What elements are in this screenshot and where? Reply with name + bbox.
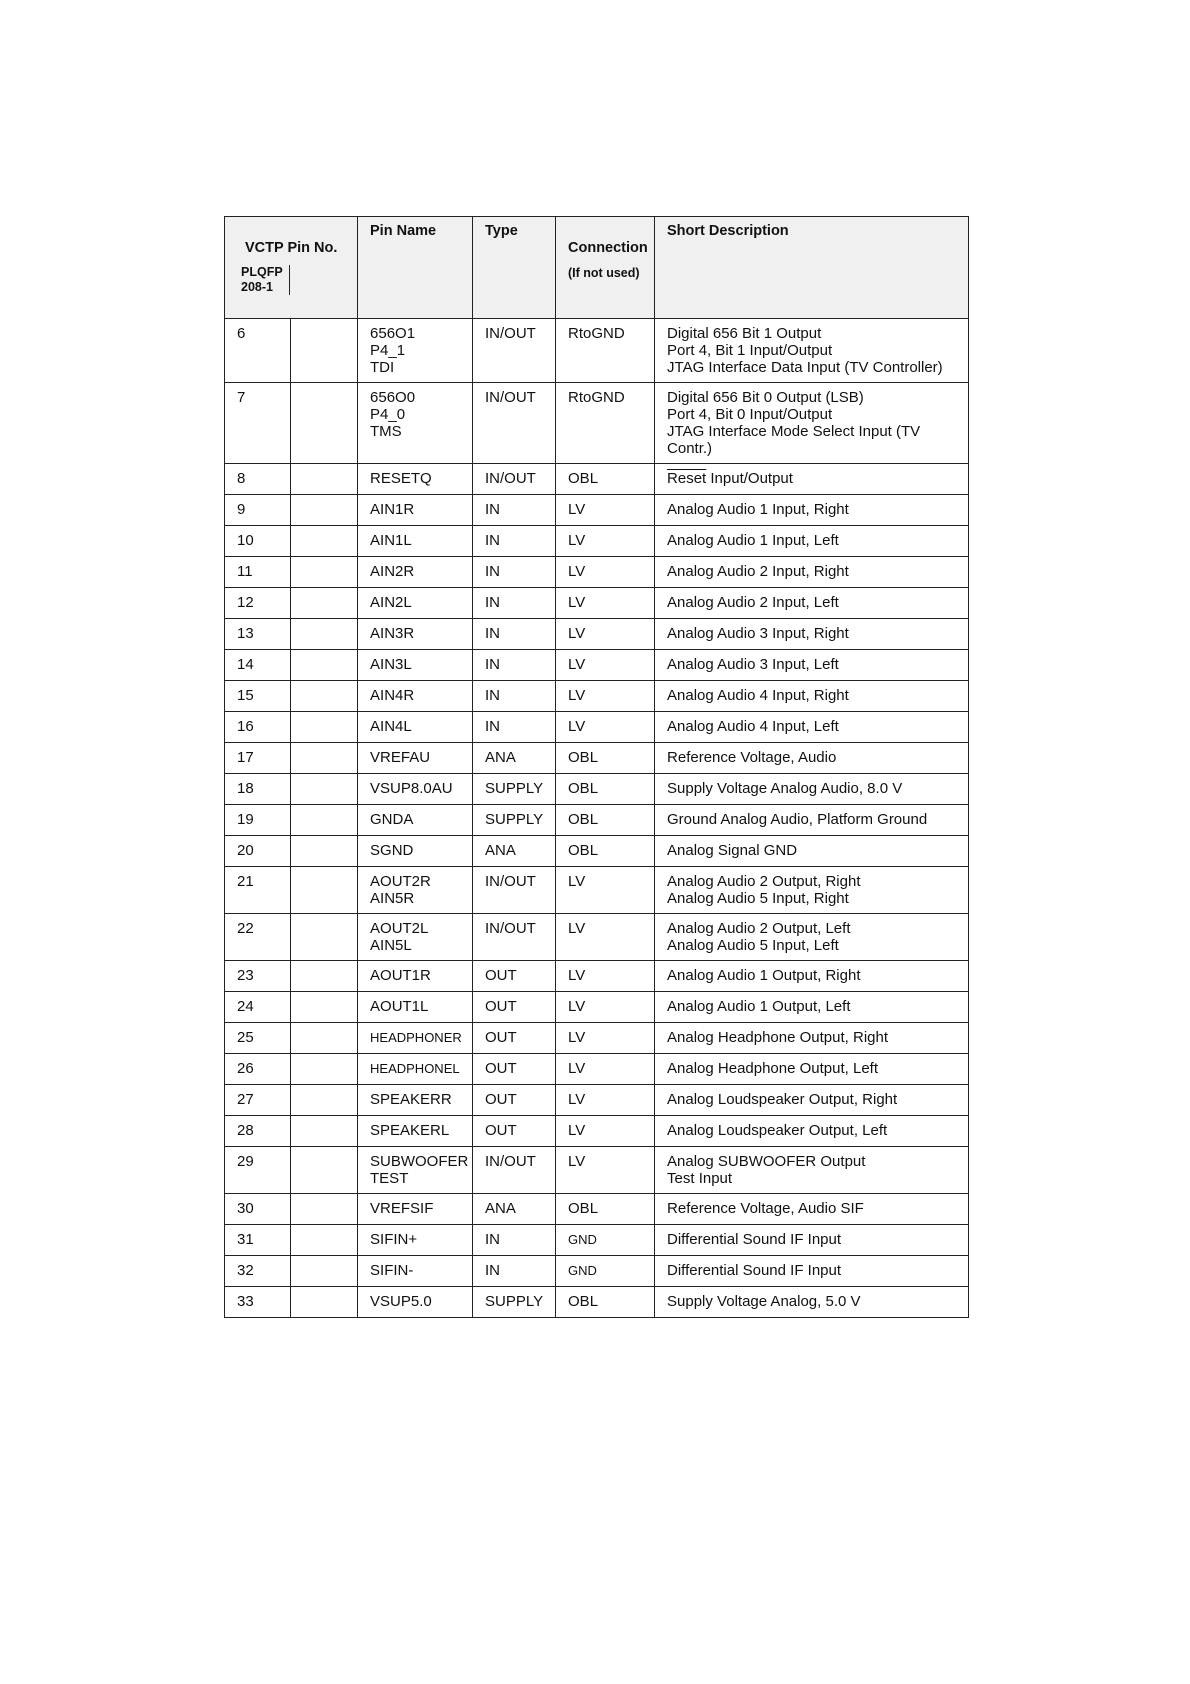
type-cell: SUPPLY xyxy=(473,1287,556,1318)
description-cell xyxy=(655,992,969,1023)
connection-cell: LV xyxy=(556,588,655,619)
connection-cell: OBL xyxy=(556,774,655,805)
type-cell: ANA xyxy=(473,1194,556,1225)
pin-number-cell: 8 xyxy=(225,464,291,495)
empty-cell xyxy=(291,588,358,619)
table-row xyxy=(225,557,969,588)
table-row xyxy=(225,1116,969,1147)
pin-name-cell: SGND xyxy=(358,836,473,867)
type-cell: IN xyxy=(473,1256,556,1287)
table-row xyxy=(225,1256,969,1287)
description-text: Ground Analog Audio, Platform Ground xyxy=(667,811,928,828)
type-cell: IN xyxy=(473,681,556,712)
empty-cell xyxy=(291,867,358,914)
pin-name-cell: AOUT2R AIN5R xyxy=(358,867,473,914)
empty-cell xyxy=(291,1147,358,1194)
pin-number-cell: 21 xyxy=(225,867,291,914)
type-cell: IN xyxy=(473,650,556,681)
empty-cell xyxy=(291,992,358,1023)
pin-number-cell: 26 xyxy=(225,1054,291,1085)
header-package-line2: 208-1 xyxy=(241,280,273,294)
table-row xyxy=(225,774,969,805)
pin-number-cell: 20 xyxy=(225,836,291,867)
description-text: Analog Loudspeaker Output, Right xyxy=(667,1091,898,1108)
table-row xyxy=(225,1023,969,1054)
table-row xyxy=(225,1085,969,1116)
empty-cell xyxy=(291,836,358,867)
type-cell: SUPPLY xyxy=(473,805,556,836)
empty-cell xyxy=(291,557,358,588)
pin-number-cell: 29 xyxy=(225,1147,291,1194)
type-cell: IN/OUT xyxy=(473,319,556,383)
table-row xyxy=(225,743,969,774)
pin-name-cell: AIN1R xyxy=(358,495,473,526)
pin-number-cell: 23 xyxy=(225,961,291,992)
pin-number-cell: 19 xyxy=(225,805,291,836)
description-text: Analog Audio 1 Input, Left xyxy=(667,532,839,549)
pin-name-cell: SIFIN+ xyxy=(358,1225,473,1256)
pin-name-cell: AIN3L xyxy=(358,650,473,681)
description-text: Differential Sound IF Input xyxy=(667,1262,842,1279)
description-text: Analog Headphone Output, Right xyxy=(667,1029,889,1046)
empty-cell xyxy=(291,383,358,464)
description-cell xyxy=(655,1023,969,1054)
type-cell: ANA xyxy=(473,836,556,867)
description-text: Reference Voltage, Audio SIF xyxy=(667,1200,864,1217)
description-text: Analog SUBWOOFER Output Test Input xyxy=(667,1153,866,1187)
type-cell: OUT xyxy=(473,1116,556,1147)
description-cell xyxy=(655,712,969,743)
empty-cell xyxy=(291,1116,358,1147)
type-cell: IN xyxy=(473,712,556,743)
description-cell xyxy=(655,464,969,495)
pin-name-cell: SUBWOOFER TEST xyxy=(358,1147,473,1194)
description-text: Differential Sound IF Input xyxy=(667,1231,842,1248)
table-row xyxy=(225,526,969,557)
pin-number-cell: 17 xyxy=(225,743,291,774)
pin-number-cell: 13 xyxy=(225,619,291,650)
description-text: Analog Audio 4 Input, Right xyxy=(667,687,849,704)
header-package xyxy=(241,265,347,295)
pin-name-cell: VREFAU xyxy=(358,743,473,774)
description-cell xyxy=(655,1116,969,1147)
table-row xyxy=(225,319,969,383)
connection-cell: RtoGND xyxy=(556,319,655,383)
description-text: Analog Audio 1 Input, Right xyxy=(667,501,849,518)
empty-cell xyxy=(291,650,358,681)
pin-name-cell: SIFIN- xyxy=(358,1256,473,1287)
type-cell: IN xyxy=(473,1225,556,1256)
pin-number-cell: 30 xyxy=(225,1194,291,1225)
description-cell xyxy=(655,1225,969,1256)
description-text: Analog Signal GND xyxy=(667,842,798,859)
description-cell xyxy=(655,1287,969,1318)
pin-number-cell: 15 xyxy=(225,681,291,712)
description-text: Analog Audio 2 Output, Right Analog Audio 5 Input, Right xyxy=(667,873,861,907)
pin-table xyxy=(224,216,969,1318)
description-cell xyxy=(655,1147,969,1194)
pin-name-cell: AOUT1R xyxy=(358,961,473,992)
type-cell: SUPPLY xyxy=(473,774,556,805)
pin-number-cell: 33 xyxy=(225,1287,291,1318)
empty-cell xyxy=(291,1085,358,1116)
description-text: Analog Loudspeaker Output, Left xyxy=(667,1122,888,1139)
table-row xyxy=(225,495,969,526)
empty-cell xyxy=(291,805,358,836)
empty-cell xyxy=(291,619,358,650)
table-row xyxy=(225,712,969,743)
table-row xyxy=(225,383,969,464)
empty-cell xyxy=(291,1054,358,1085)
table-row xyxy=(225,961,969,992)
empty-cell xyxy=(291,961,358,992)
description-cell xyxy=(655,836,969,867)
header-description: Short Description xyxy=(655,217,969,319)
connection-cell: OBL xyxy=(556,805,655,836)
type-cell: IN xyxy=(473,619,556,650)
header-connection-label: Connection xyxy=(568,240,648,256)
table-row xyxy=(225,464,969,495)
type-cell: OUT xyxy=(473,1054,556,1085)
description-overline-text: Reset xyxy=(667,470,707,487)
type-cell: IN/OUT xyxy=(473,1147,556,1194)
header-type: Type xyxy=(473,217,556,319)
type-cell: IN/OUT xyxy=(473,914,556,961)
description-cell xyxy=(655,774,969,805)
type-cell: ANA xyxy=(473,743,556,774)
description-cell xyxy=(655,961,969,992)
connection-cell: OBL xyxy=(556,1194,655,1225)
connection-cell: GND xyxy=(556,1225,655,1256)
connection-cell: LV xyxy=(556,1147,655,1194)
connection-cell: LV xyxy=(556,1116,655,1147)
description-text: Analog Headphone Output, Left xyxy=(667,1060,879,1077)
table-row xyxy=(225,650,969,681)
table-body xyxy=(225,319,969,1318)
description-cell xyxy=(655,588,969,619)
description-cell xyxy=(655,1194,969,1225)
table-row xyxy=(225,1225,969,1256)
header-package-line1: PLQFP xyxy=(241,265,283,279)
connection-cell: LV xyxy=(556,1023,655,1054)
connection-cell: LV xyxy=(556,712,655,743)
description-cell xyxy=(655,526,969,557)
table-row xyxy=(225,1287,969,1318)
table-row xyxy=(225,805,969,836)
description-text: Analog Audio 2 Output, Left Analog Audio 5 Input, Left xyxy=(667,920,851,954)
type-cell: OUT xyxy=(473,961,556,992)
table-row xyxy=(225,681,969,712)
empty-cell xyxy=(291,495,358,526)
empty-cell xyxy=(291,1256,358,1287)
pin-name-cell: GNDA xyxy=(358,805,473,836)
pin-number-cell: 22 xyxy=(225,914,291,961)
pin-name-cell: VSUP5.0 xyxy=(358,1287,473,1318)
header-pin-no xyxy=(225,217,358,319)
description-cell xyxy=(655,1085,969,1116)
connection-cell: LV xyxy=(556,1085,655,1116)
pin-number-cell: 24 xyxy=(225,992,291,1023)
type-cell: OUT xyxy=(473,992,556,1023)
connection-cell: LV xyxy=(556,557,655,588)
description-text: Analog Audio 2 Input, Left xyxy=(667,594,839,611)
type-cell: IN xyxy=(473,495,556,526)
pin-name-cell: AIN3R xyxy=(358,619,473,650)
connection-cell: LV xyxy=(556,961,655,992)
pin-name-cell: RESETQ xyxy=(358,464,473,495)
pin-number-cell: 10 xyxy=(225,526,291,557)
empty-cell xyxy=(291,1023,358,1054)
pin-name-cell: AIN2R xyxy=(358,557,473,588)
connection-cell: LV xyxy=(556,914,655,961)
pin-name-cell: AOUT2L AIN5L xyxy=(358,914,473,961)
table-row xyxy=(225,1054,969,1085)
table-row xyxy=(225,588,969,619)
pin-number-cell: 9 xyxy=(225,495,291,526)
table-row xyxy=(225,867,969,914)
pin-number-cell: 16 xyxy=(225,712,291,743)
connection-cell: LV xyxy=(556,867,655,914)
empty-cell xyxy=(291,743,358,774)
empty-cell xyxy=(291,1225,358,1256)
description-text: Digital 656 Bit 0 Output (LSB) Port 4, Bit 0 Input/Output JTAG Interface Mode Select Input (TV Contr.) xyxy=(667,389,921,457)
description-cell xyxy=(655,1256,969,1287)
connection-cell: LV xyxy=(556,495,655,526)
description-text: Reference Voltage, Audio xyxy=(667,749,837,766)
header-package-label xyxy=(241,265,289,295)
description-cell xyxy=(655,557,969,588)
pin-number-cell: 31 xyxy=(225,1225,291,1256)
description-cell xyxy=(655,495,969,526)
pin-number-cell: 32 xyxy=(225,1256,291,1287)
pin-number-cell: 18 xyxy=(225,774,291,805)
description-text: Digital 656 Bit 1 Output Port 4, Bit 1 Input/Output JTAG Interface Data Input (TV Controller) xyxy=(667,325,943,376)
description-text: Analog Audio 2 Input, Right xyxy=(667,563,849,580)
header-connection xyxy=(556,217,655,319)
pin-number-cell: 12 xyxy=(225,588,291,619)
table-row xyxy=(225,619,969,650)
pin-name-cell: AIN4R xyxy=(358,681,473,712)
connection-cell: LV xyxy=(556,526,655,557)
connection-cell: LV xyxy=(556,1054,655,1085)
description-cell xyxy=(655,743,969,774)
pin-name-cell: AOUT1L xyxy=(358,992,473,1023)
header-connection-sub: (If not used) xyxy=(568,266,640,280)
description-cell xyxy=(655,805,969,836)
pin-name-cell: AIN2L xyxy=(358,588,473,619)
pin-name-cell: HEADPHONER xyxy=(358,1023,473,1054)
type-cell: IN/OUT xyxy=(473,464,556,495)
pin-name-cell: 656O0 P4_0 TMS xyxy=(358,383,473,464)
table-row xyxy=(225,914,969,961)
pin-name-cell: AIN1L xyxy=(358,526,473,557)
pin-number-cell: 28 xyxy=(225,1116,291,1147)
connection-cell: LV xyxy=(556,681,655,712)
connection-cell: RtoGND xyxy=(556,383,655,464)
connection-cell: OBL xyxy=(556,836,655,867)
connection-cell: OBL xyxy=(556,1287,655,1318)
type-cell: OUT xyxy=(473,1023,556,1054)
description-cell xyxy=(655,1054,969,1085)
pin-number-cell: 14 xyxy=(225,650,291,681)
description-cell xyxy=(655,650,969,681)
table-row xyxy=(225,992,969,1023)
description-cell xyxy=(655,383,969,464)
description-cell xyxy=(655,319,969,383)
type-cell: IN xyxy=(473,588,556,619)
pin-number-cell: 7 xyxy=(225,383,291,464)
connection-cell: LV xyxy=(556,992,655,1023)
description-cell xyxy=(655,619,969,650)
table-row xyxy=(225,1194,969,1225)
table-row xyxy=(225,836,969,867)
empty-cell xyxy=(291,319,358,383)
pin-number-cell: 27 xyxy=(225,1085,291,1116)
empty-cell xyxy=(291,1194,358,1225)
description-text: Analog Audio 1 Output, Right xyxy=(667,967,861,984)
header-row xyxy=(225,217,969,319)
description-cell xyxy=(655,867,969,914)
description-text: Analog Audio 3 Input, Left xyxy=(667,656,839,673)
connection-cell: LV xyxy=(556,619,655,650)
pin-number-cell: 25 xyxy=(225,1023,291,1054)
pin-name-cell: VSUP8.0AU xyxy=(358,774,473,805)
table-row xyxy=(225,1147,969,1194)
description-text: Analog Audio 4 Input, Left xyxy=(667,718,839,735)
connection-cell: OBL xyxy=(556,464,655,495)
description-text: Input/Output xyxy=(706,470,793,487)
empty-cell xyxy=(291,914,358,961)
pin-number-cell: 6 xyxy=(225,319,291,383)
description-cell xyxy=(655,681,969,712)
header-pin-name: Pin Name xyxy=(358,217,473,319)
type-cell: IN xyxy=(473,557,556,588)
type-cell: IN/OUT xyxy=(473,867,556,914)
connection-cell: GND xyxy=(556,1256,655,1287)
pin-name-cell: AIN4L xyxy=(358,712,473,743)
type-cell: OUT xyxy=(473,1085,556,1116)
empty-cell xyxy=(291,464,358,495)
pin-name-cell: HEADPHONEL xyxy=(358,1054,473,1085)
pin-number-cell: 11 xyxy=(225,557,291,588)
description-text: Analog Audio 1 Output, Left xyxy=(667,998,851,1015)
empty-cell xyxy=(291,1287,358,1318)
pin-name-cell: 656O1 P4_1 TDI xyxy=(358,319,473,383)
pin-name-cell: SPEAKERL xyxy=(358,1116,473,1147)
header-package-divider xyxy=(289,265,290,295)
header-pin-no-label: VCTP Pin No. xyxy=(245,240,338,256)
connection-cell: OBL xyxy=(556,743,655,774)
empty-cell xyxy=(291,526,358,557)
pin-name-cell: VREFSIF xyxy=(358,1194,473,1225)
connection-cell: LV xyxy=(556,650,655,681)
description-text: Supply Voltage Analog, 5.0 V xyxy=(667,1293,861,1310)
type-cell: IN xyxy=(473,526,556,557)
empty-cell xyxy=(291,681,358,712)
type-cell: IN/OUT xyxy=(473,383,556,464)
description-text: Supply Voltage Analog Audio, 8.0 V xyxy=(667,780,903,797)
description-text: Analog Audio 3 Input, Right xyxy=(667,625,849,642)
description-cell xyxy=(655,914,969,961)
pin-name-cell: SPEAKERR xyxy=(358,1085,473,1116)
empty-cell xyxy=(291,712,358,743)
empty-cell xyxy=(291,774,358,805)
